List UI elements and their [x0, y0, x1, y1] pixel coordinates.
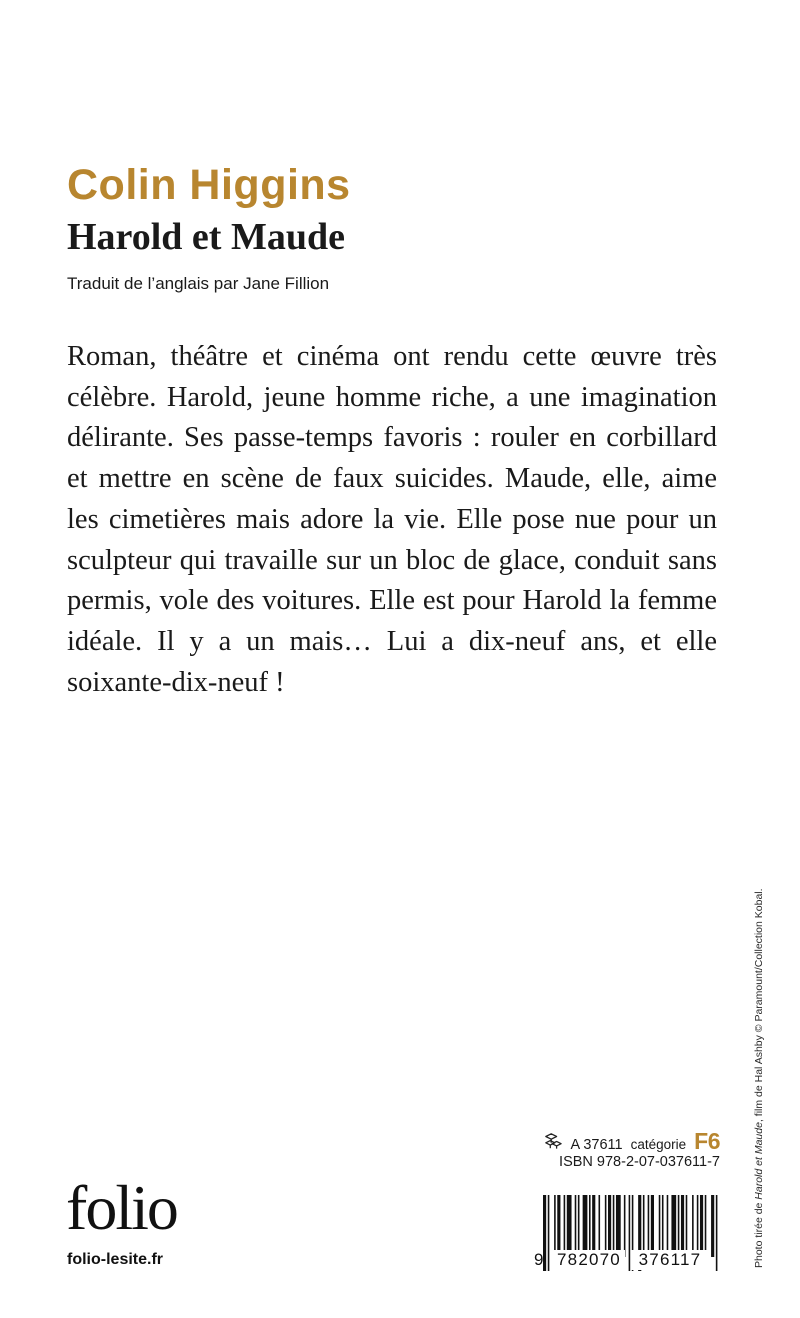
photo-credit-film: Harold et Maude [753, 1122, 765, 1200]
library-books-icon [544, 1132, 562, 1150]
catalog-code: A 37611 [570, 1137, 623, 1153]
book-title: Harold et Maude [67, 216, 345, 258]
photo-credit-prefix: Photo tirée de [753, 1199, 765, 1268]
book-blurb: Roman, théâtre et cinéma ont rendu cette œuvre très célèbre. Harold, jeune homme riche, a une imagination délirante. Ses passe-temps favoris : rouler en corbillard et mettre en scène de faux suicides. Maude, elle, aime les cimetières mais adore la vie. Elle pose nue pour un sculpteur qui travaille sur un bloc de glace, conduit sans permis, vole des voitures. Elle est pour Harold la femme idéale. Il y a un mais… Lui a dix-neuf ans, et elle soixante-dix-neuf ! [67, 341, 717, 698]
barcode-digit-first: 9 [534, 1250, 544, 1269]
photo-credit [752, 888, 766, 1268]
author-name: Colin Higgins [67, 161, 351, 209]
publisher-website: folio-lesite.fr [67, 1251, 164, 1268]
folio-logo: folio [66, 1172, 177, 1243]
catalog-line [536, 1128, 720, 1154]
barcode-digits [534, 1248, 720, 1272]
category-label: catégorie [630, 1137, 687, 1152]
barcode-digits-left: 782070 [553, 1250, 625, 1270]
category-value: F6 [694, 1128, 720, 1154]
product-codes [536, 1128, 720, 1176]
isbn: ISBN 978-2-07-037611-7 [559, 1154, 720, 1170]
photo-credit-suffix: , film de Hal Ashby © Paramount/Collection Kobal. [753, 888, 765, 1123]
barcode-digits-right: 376117 [631, 1250, 709, 1270]
translator-credit: Traduit de l’anglais par Jane Fillion [67, 274, 330, 293]
